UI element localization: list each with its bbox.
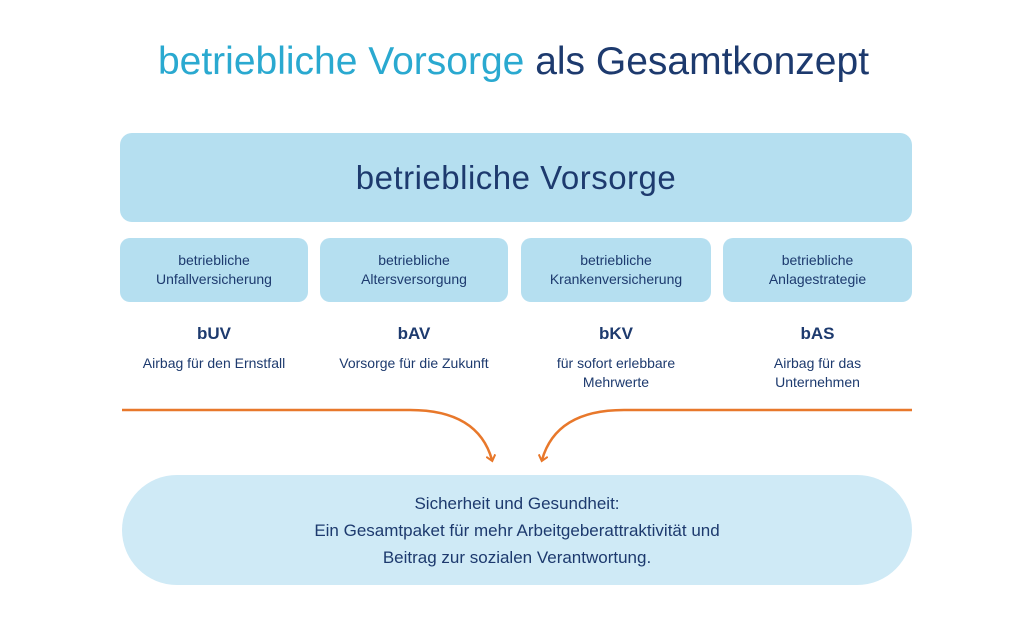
top-box-label: betriebliche Vorsorge (355, 158, 677, 196)
abbr-bkv: bKV (599, 324, 633, 343)
box-line1: betriebliche (178, 252, 250, 268)
summary-line3: Beitrag zur sozialen Verantwortung. (382, 547, 652, 567)
desc-bas (713, 354, 922, 392)
desc-line2: Unternehmen (775, 374, 860, 390)
box-line1: betriebliche (378, 252, 450, 268)
desc-bav (310, 354, 518, 373)
desc-line1: Airbag für den Ernstfall (142, 355, 286, 371)
desc-line1: Airbag für das (773, 355, 862, 371)
summary-line1: Sicherheit und Gesundheit: (414, 493, 620, 513)
box-krankenversicherung (521, 238, 711, 302)
box-line1: betriebliche (580, 252, 652, 268)
desc-line2: Mehrwerte (582, 374, 650, 390)
title-part-highlight: betriebliche Vorsorge (157, 40, 525, 83)
box-unfallversicherung (120, 238, 308, 302)
box-line2: Altersversorgung (361, 271, 467, 287)
desc-line1: Vorsorge für die Zukunft (339, 355, 489, 371)
box-line2: Krankenversicherung (549, 271, 683, 287)
left-arrow (122, 410, 492, 460)
summary-box (122, 475, 912, 585)
abbr-bas: bAS (800, 324, 835, 343)
abbr-bav: bAV (397, 324, 431, 343)
desc-line1: für sofort erlebbare (556, 355, 676, 371)
desc-bkv (511, 354, 721, 392)
box-line2: Unfallversicherung (156, 271, 272, 287)
box-anlagestrategie (723, 238, 912, 302)
box-line1: betriebliche (781, 252, 854, 268)
top-box-betriebliche-vorsorge (120, 133, 912, 222)
summary-line2: Ein Gesamtpaket für mehr Arbeitgeberattraktivität und (314, 520, 720, 540)
box-altersversorgung (320, 238, 508, 302)
slide-title (0, 38, 1027, 86)
box-line2: Anlagestrategie (768, 271, 867, 287)
title-part-main: als Gesamtkonzept (535, 40, 870, 83)
right-arrow (542, 410, 912, 460)
desc-buv (110, 354, 318, 373)
abbr-buv: bUV (197, 324, 231, 343)
